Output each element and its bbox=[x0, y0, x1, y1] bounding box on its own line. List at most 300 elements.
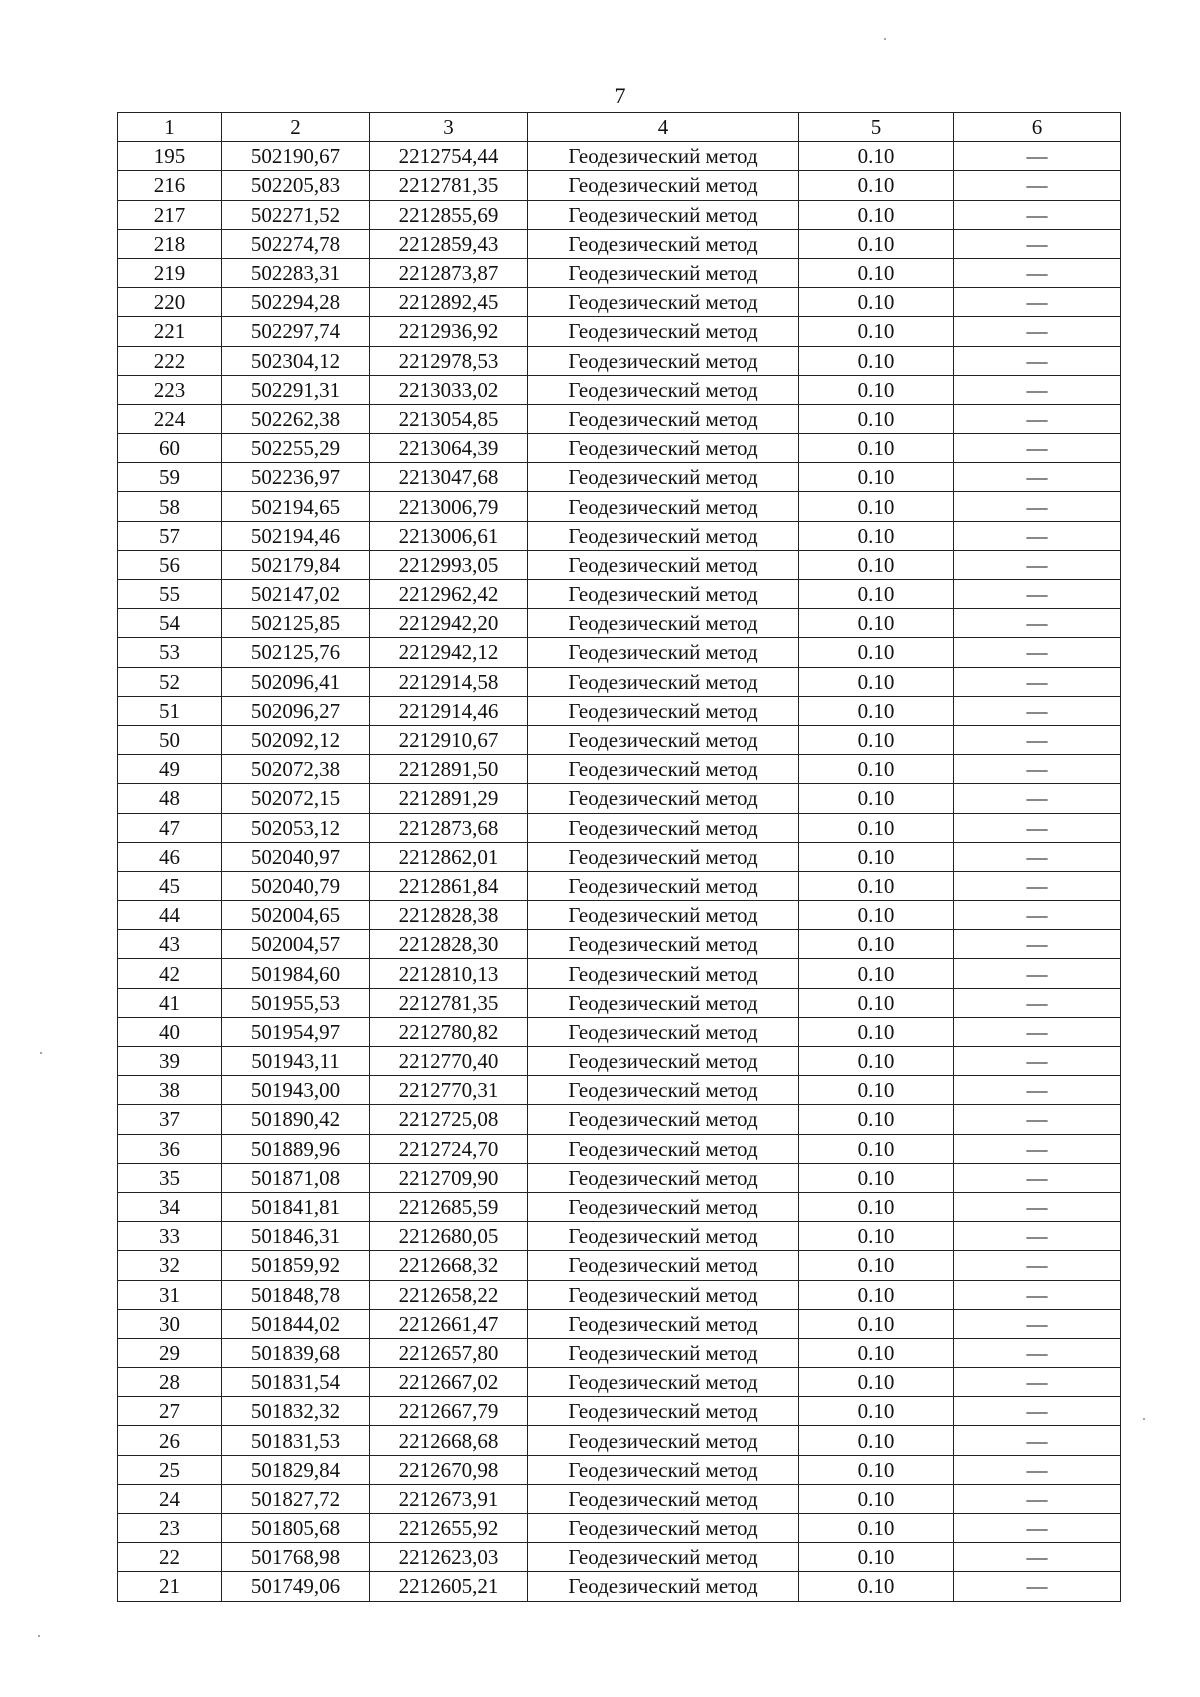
y-coordinate-cell: 2212725,08 bbox=[370, 1105, 528, 1134]
y-coordinate-cell: 2212605,21 bbox=[370, 1572, 528, 1601]
method-cell: Геодезический метод bbox=[528, 200, 799, 229]
y-coordinate-cell: 2212914,58 bbox=[370, 667, 528, 696]
x-coordinate-cell: 502040,97 bbox=[222, 842, 370, 871]
accuracy-cell: 0.10 bbox=[799, 463, 954, 492]
note-cell: — bbox=[954, 988, 1121, 1017]
accuracy-cell: 0.10 bbox=[799, 434, 954, 463]
point-number-cell: 54 bbox=[118, 609, 222, 638]
y-coordinate-cell: 2212942,20 bbox=[370, 609, 528, 638]
x-coordinate-cell: 502194,65 bbox=[222, 492, 370, 521]
table-row bbox=[118, 317, 1121, 346]
note-cell: — bbox=[954, 725, 1121, 754]
y-coordinate-cell: 2212861,84 bbox=[370, 871, 528, 900]
table-row bbox=[118, 1455, 1121, 1484]
table-row bbox=[118, 1222, 1121, 1251]
scan-speck bbox=[40, 1052, 42, 1054]
accuracy-cell: 0.10 bbox=[799, 638, 954, 667]
x-coordinate-cell: 502236,97 bbox=[222, 463, 370, 492]
table-row bbox=[118, 755, 1121, 784]
point-number-cell: 216 bbox=[118, 171, 222, 200]
method-cell: Геодезический метод bbox=[528, 1309, 799, 1338]
x-coordinate-cell: 502096,27 bbox=[222, 696, 370, 725]
note-cell: — bbox=[954, 667, 1121, 696]
x-coordinate-cell: 501955,53 bbox=[222, 988, 370, 1017]
y-coordinate-cell: 2212978,53 bbox=[370, 346, 528, 375]
accuracy-cell: 0.10 bbox=[799, 755, 954, 784]
x-coordinate-cell: 502205,83 bbox=[222, 171, 370, 200]
x-coordinate-cell: 502274,78 bbox=[222, 229, 370, 258]
column-header-4: 4 bbox=[528, 113, 799, 142]
point-number-cell: 37 bbox=[118, 1105, 222, 1134]
y-coordinate-cell: 2213047,68 bbox=[370, 463, 528, 492]
accuracy-cell: 0.10 bbox=[799, 667, 954, 696]
method-cell: Геодезический метод bbox=[528, 901, 799, 930]
table-row bbox=[118, 1338, 1121, 1367]
table-row bbox=[118, 609, 1121, 638]
y-coordinate-cell: 2213064,39 bbox=[370, 434, 528, 463]
y-coordinate-cell: 2212673,91 bbox=[370, 1484, 528, 1513]
accuracy-cell: 0.10 bbox=[799, 346, 954, 375]
note-cell: — bbox=[954, 1368, 1121, 1397]
x-coordinate-cell: 502004,57 bbox=[222, 930, 370, 959]
note-cell: — bbox=[954, 638, 1121, 667]
method-cell: Геодезический метод bbox=[528, 229, 799, 258]
point-number-cell: 29 bbox=[118, 1338, 222, 1367]
method-cell: Геодезический метод bbox=[528, 871, 799, 900]
table-row bbox=[118, 1309, 1121, 1338]
method-cell: Геодезический метод bbox=[528, 1163, 799, 1192]
y-coordinate-cell: 2212661,47 bbox=[370, 1309, 528, 1338]
x-coordinate-cell: 501831,54 bbox=[222, 1368, 370, 1397]
y-coordinate-cell: 2212891,50 bbox=[370, 755, 528, 784]
method-cell: Геодезический метод bbox=[528, 1222, 799, 1251]
coordinates-table bbox=[117, 112, 1121, 1602]
method-cell: Геодезический метод bbox=[528, 1514, 799, 1543]
point-number-cell: 23 bbox=[118, 1514, 222, 1543]
table-row bbox=[118, 842, 1121, 871]
y-coordinate-cell: 2212709,90 bbox=[370, 1163, 528, 1192]
method-cell: Геодезический метод bbox=[528, 1426, 799, 1455]
y-coordinate-cell: 2212780,82 bbox=[370, 1017, 528, 1046]
table-row bbox=[118, 1076, 1121, 1105]
note-cell: — bbox=[954, 1076, 1121, 1105]
method-cell: Геодезический метод bbox=[528, 580, 799, 609]
x-coordinate-cell: 502304,12 bbox=[222, 346, 370, 375]
y-coordinate-cell: 2212993,05 bbox=[370, 550, 528, 579]
accuracy-cell: 0.10 bbox=[799, 1251, 954, 1280]
note-cell: — bbox=[954, 521, 1121, 550]
x-coordinate-cell: 501841,81 bbox=[222, 1192, 370, 1221]
accuracy-cell: 0.10 bbox=[799, 1105, 954, 1134]
accuracy-cell: 0.10 bbox=[799, 784, 954, 813]
point-number-cell: 56 bbox=[118, 550, 222, 579]
table-row bbox=[118, 1514, 1121, 1543]
accuracy-cell: 0.10 bbox=[799, 171, 954, 200]
y-coordinate-cell: 2212781,35 bbox=[370, 988, 528, 1017]
column-header-3: 3 bbox=[370, 113, 528, 142]
y-coordinate-cell: 2212855,69 bbox=[370, 200, 528, 229]
accuracy-cell: 0.10 bbox=[799, 1017, 954, 1046]
table-row bbox=[118, 463, 1121, 492]
note-cell: — bbox=[954, 229, 1121, 258]
accuracy-cell: 0.10 bbox=[799, 959, 954, 988]
point-number-cell: 30 bbox=[118, 1309, 222, 1338]
method-cell: Геодезический метод bbox=[528, 1397, 799, 1426]
x-coordinate-cell: 501943,11 bbox=[222, 1047, 370, 1076]
x-coordinate-cell: 501890,42 bbox=[222, 1105, 370, 1134]
accuracy-cell: 0.10 bbox=[799, 580, 954, 609]
point-number-cell: 34 bbox=[118, 1192, 222, 1221]
x-coordinate-cell: 502190,67 bbox=[222, 142, 370, 171]
accuracy-cell: 0.10 bbox=[799, 813, 954, 842]
x-coordinate-cell: 502125,85 bbox=[222, 609, 370, 638]
method-cell: Геодезический метод bbox=[528, 725, 799, 754]
x-coordinate-cell: 501805,68 bbox=[222, 1514, 370, 1543]
x-coordinate-cell: 502040,79 bbox=[222, 871, 370, 900]
y-coordinate-cell: 2213006,61 bbox=[370, 521, 528, 550]
accuracy-cell: 0.10 bbox=[799, 1076, 954, 1105]
note-cell: — bbox=[954, 901, 1121, 930]
x-coordinate-cell: 502072,15 bbox=[222, 784, 370, 813]
x-coordinate-cell: 502297,74 bbox=[222, 317, 370, 346]
table-row bbox=[118, 725, 1121, 754]
method-cell: Геодезический метод bbox=[528, 521, 799, 550]
note-cell: — bbox=[954, 1222, 1121, 1251]
table-row bbox=[118, 404, 1121, 433]
table-row bbox=[118, 1572, 1121, 1601]
x-coordinate-cell: 502004,65 bbox=[222, 901, 370, 930]
y-coordinate-cell: 2212667,79 bbox=[370, 1397, 528, 1426]
method-cell: Геодезический метод bbox=[528, 434, 799, 463]
table-row bbox=[118, 288, 1121, 317]
accuracy-cell: 0.10 bbox=[799, 1514, 954, 1543]
method-cell: Геодезический метод bbox=[528, 1192, 799, 1221]
x-coordinate-cell: 502147,02 bbox=[222, 580, 370, 609]
table-body bbox=[118, 142, 1121, 1601]
note-cell: — bbox=[954, 1192, 1121, 1221]
accuracy-cell: 0.10 bbox=[799, 988, 954, 1017]
point-number-cell: 45 bbox=[118, 871, 222, 900]
point-number-cell: 28 bbox=[118, 1368, 222, 1397]
note-cell: — bbox=[954, 492, 1121, 521]
note-cell: — bbox=[954, 1105, 1121, 1134]
method-cell: Геодезический метод bbox=[528, 842, 799, 871]
method-cell: Геодезический метод bbox=[528, 1368, 799, 1397]
method-cell: Геодезический метод bbox=[528, 1455, 799, 1484]
point-number-cell: 24 bbox=[118, 1484, 222, 1513]
x-coordinate-cell: 501954,97 bbox=[222, 1017, 370, 1046]
point-number-cell: 219 bbox=[118, 258, 222, 287]
y-coordinate-cell: 2212770,31 bbox=[370, 1076, 528, 1105]
table-header bbox=[118, 113, 1121, 142]
method-cell: Геодезический метод bbox=[528, 1338, 799, 1367]
note-cell: — bbox=[954, 171, 1121, 200]
method-cell: Геодезический метод bbox=[528, 1572, 799, 1601]
accuracy-cell: 0.10 bbox=[799, 930, 954, 959]
table-row bbox=[118, 1192, 1121, 1221]
method-cell: Геодезический метод bbox=[528, 1484, 799, 1513]
point-number-cell: 49 bbox=[118, 755, 222, 784]
method-cell: Геодезический метод bbox=[528, 317, 799, 346]
point-number-cell: 41 bbox=[118, 988, 222, 1017]
column-header-5: 5 bbox=[799, 113, 954, 142]
note-cell: — bbox=[954, 317, 1121, 346]
y-coordinate-cell: 2212668,68 bbox=[370, 1426, 528, 1455]
x-coordinate-cell: 502283,31 bbox=[222, 258, 370, 287]
y-coordinate-cell: 2212942,12 bbox=[370, 638, 528, 667]
method-cell: Геодезический метод bbox=[528, 1251, 799, 1280]
point-number-cell: 39 bbox=[118, 1047, 222, 1076]
point-number-cell: 60 bbox=[118, 434, 222, 463]
y-coordinate-cell: 2213033,02 bbox=[370, 375, 528, 404]
accuracy-cell: 0.10 bbox=[799, 521, 954, 550]
x-coordinate-cell: 502096,41 bbox=[222, 667, 370, 696]
note-cell: — bbox=[954, 1280, 1121, 1309]
table-row bbox=[118, 550, 1121, 579]
table-row bbox=[118, 258, 1121, 287]
table-row bbox=[118, 988, 1121, 1017]
note-cell: — bbox=[954, 1338, 1121, 1367]
note-cell: — bbox=[954, 609, 1121, 638]
point-number-cell: 218 bbox=[118, 229, 222, 258]
accuracy-cell: 0.10 bbox=[799, 142, 954, 171]
y-coordinate-cell: 2212810,13 bbox=[370, 959, 528, 988]
x-coordinate-cell: 502262,38 bbox=[222, 404, 370, 433]
point-number-cell: 223 bbox=[118, 375, 222, 404]
accuracy-cell: 0.10 bbox=[799, 1163, 954, 1192]
accuracy-cell: 0.10 bbox=[799, 1426, 954, 1455]
table-row bbox=[118, 200, 1121, 229]
column-header-1: 1 bbox=[118, 113, 222, 142]
method-cell: Геодезический метод bbox=[528, 375, 799, 404]
scan-speck bbox=[38, 1635, 40, 1637]
point-number-cell: 46 bbox=[118, 842, 222, 871]
note-cell: — bbox=[954, 813, 1121, 842]
method-cell: Геодезический метод bbox=[528, 288, 799, 317]
y-coordinate-cell: 2212891,29 bbox=[370, 784, 528, 813]
y-coordinate-cell: 2212667,02 bbox=[370, 1368, 528, 1397]
scan-speck bbox=[1143, 1418, 1145, 1420]
table-row bbox=[118, 1368, 1121, 1397]
accuracy-cell: 0.10 bbox=[799, 1543, 954, 1572]
table-row bbox=[118, 871, 1121, 900]
point-number-cell: 25 bbox=[118, 1455, 222, 1484]
point-number-cell: 35 bbox=[118, 1163, 222, 1192]
point-number-cell: 224 bbox=[118, 404, 222, 433]
table-row bbox=[118, 1543, 1121, 1572]
table-row bbox=[118, 696, 1121, 725]
table-row bbox=[118, 1397, 1121, 1426]
point-number-cell: 21 bbox=[118, 1572, 222, 1601]
note-cell: — bbox=[954, 200, 1121, 229]
note-cell: — bbox=[954, 1426, 1121, 1455]
x-coordinate-cell: 501749,06 bbox=[222, 1572, 370, 1601]
method-cell: Геодезический метод bbox=[528, 1076, 799, 1105]
accuracy-cell: 0.10 bbox=[799, 1397, 954, 1426]
method-cell: Геодезический метод bbox=[528, 550, 799, 579]
x-coordinate-cell: 502072,38 bbox=[222, 755, 370, 784]
note-cell: — bbox=[954, 463, 1121, 492]
method-cell: Геодезический метод bbox=[528, 1280, 799, 1309]
method-cell: Геодезический метод bbox=[528, 959, 799, 988]
point-number-cell: 59 bbox=[118, 463, 222, 492]
note-cell: — bbox=[954, 1047, 1121, 1076]
note-cell: — bbox=[954, 1134, 1121, 1163]
y-coordinate-cell: 2213054,85 bbox=[370, 404, 528, 433]
table-row bbox=[118, 1047, 1121, 1076]
x-coordinate-cell: 501889,96 bbox=[222, 1134, 370, 1163]
point-number-cell: 220 bbox=[118, 288, 222, 317]
note-cell: — bbox=[954, 375, 1121, 404]
accuracy-cell: 0.10 bbox=[799, 258, 954, 287]
y-coordinate-cell: 2212658,22 bbox=[370, 1280, 528, 1309]
y-coordinate-cell: 2212754,44 bbox=[370, 142, 528, 171]
y-coordinate-cell: 2212668,32 bbox=[370, 1251, 528, 1280]
method-cell: Геодезический метод bbox=[528, 609, 799, 638]
y-coordinate-cell: 2212910,67 bbox=[370, 725, 528, 754]
column-header-2: 2 bbox=[222, 113, 370, 142]
note-cell: — bbox=[954, 1163, 1121, 1192]
method-cell: Геодезический метод bbox=[528, 492, 799, 521]
x-coordinate-cell: 502255,29 bbox=[222, 434, 370, 463]
table-row bbox=[118, 580, 1121, 609]
accuracy-cell: 0.10 bbox=[799, 1222, 954, 1251]
y-coordinate-cell: 2212670,98 bbox=[370, 1455, 528, 1484]
method-cell: Геодезический метод bbox=[528, 142, 799, 171]
note-cell: — bbox=[954, 258, 1121, 287]
accuracy-cell: 0.10 bbox=[799, 229, 954, 258]
note-cell: — bbox=[954, 346, 1121, 375]
y-coordinate-cell: 2212680,05 bbox=[370, 1222, 528, 1251]
point-number-cell: 43 bbox=[118, 930, 222, 959]
y-coordinate-cell: 2213006,79 bbox=[370, 492, 528, 521]
point-number-cell: 55 bbox=[118, 580, 222, 609]
accuracy-cell: 0.10 bbox=[799, 375, 954, 404]
accuracy-cell: 0.10 bbox=[799, 1572, 954, 1601]
note-cell: — bbox=[954, 1572, 1121, 1601]
point-number-cell: 58 bbox=[118, 492, 222, 521]
point-number-cell: 50 bbox=[118, 725, 222, 754]
y-coordinate-cell: 2212770,40 bbox=[370, 1047, 528, 1076]
point-number-cell: 51 bbox=[118, 696, 222, 725]
table-row bbox=[118, 434, 1121, 463]
table-row bbox=[118, 813, 1121, 842]
y-coordinate-cell: 2212724,70 bbox=[370, 1134, 528, 1163]
note-cell: — bbox=[954, 1017, 1121, 1046]
method-cell: Геодезический метод bbox=[528, 930, 799, 959]
x-coordinate-cell: 501943,00 bbox=[222, 1076, 370, 1105]
y-coordinate-cell: 2212623,03 bbox=[370, 1543, 528, 1572]
y-coordinate-cell: 2212873,68 bbox=[370, 813, 528, 842]
point-number-cell: 42 bbox=[118, 959, 222, 988]
y-coordinate-cell: 2212873,87 bbox=[370, 258, 528, 287]
accuracy-cell: 0.10 bbox=[799, 1192, 954, 1221]
x-coordinate-cell: 501844,02 bbox=[222, 1309, 370, 1338]
x-coordinate-cell: 501871,08 bbox=[222, 1163, 370, 1192]
accuracy-cell: 0.10 bbox=[799, 1134, 954, 1163]
method-cell: Геодезический метод bbox=[528, 346, 799, 375]
table-row bbox=[118, 901, 1121, 930]
x-coordinate-cell: 502179,84 bbox=[222, 550, 370, 579]
x-coordinate-cell: 502271,52 bbox=[222, 200, 370, 229]
point-number-cell: 53 bbox=[118, 638, 222, 667]
table-row bbox=[118, 346, 1121, 375]
table-row bbox=[118, 375, 1121, 404]
x-coordinate-cell: 501768,98 bbox=[222, 1543, 370, 1572]
method-cell: Геодезический метод bbox=[528, 784, 799, 813]
method-cell: Геодезический метод bbox=[528, 667, 799, 696]
accuracy-cell: 0.10 bbox=[799, 1368, 954, 1397]
x-coordinate-cell: 501859,92 bbox=[222, 1251, 370, 1280]
method-cell: Геодезический метод bbox=[528, 463, 799, 492]
point-number-cell: 57 bbox=[118, 521, 222, 550]
y-coordinate-cell: 2212828,38 bbox=[370, 901, 528, 930]
table-row bbox=[118, 1017, 1121, 1046]
accuracy-cell: 0.10 bbox=[799, 1338, 954, 1367]
table-row bbox=[118, 667, 1121, 696]
table-row bbox=[118, 959, 1121, 988]
accuracy-cell: 0.10 bbox=[799, 317, 954, 346]
method-cell: Геодезический метод bbox=[528, 1134, 799, 1163]
accuracy-cell: 0.10 bbox=[799, 288, 954, 317]
point-number-cell: 26 bbox=[118, 1426, 222, 1455]
note-cell: — bbox=[954, 1397, 1121, 1426]
accuracy-cell: 0.10 bbox=[799, 550, 954, 579]
x-coordinate-cell: 502194,46 bbox=[222, 521, 370, 550]
accuracy-cell: 0.10 bbox=[799, 1309, 954, 1338]
point-number-cell: 222 bbox=[118, 346, 222, 375]
accuracy-cell: 0.10 bbox=[799, 1280, 954, 1309]
accuracy-cell: 0.10 bbox=[799, 725, 954, 754]
table-row bbox=[118, 784, 1121, 813]
x-coordinate-cell: 502294,28 bbox=[222, 288, 370, 317]
x-coordinate-cell: 501839,68 bbox=[222, 1338, 370, 1367]
method-cell: Геодезический метод bbox=[528, 258, 799, 287]
y-coordinate-cell: 2212828,30 bbox=[370, 930, 528, 959]
table-row bbox=[118, 930, 1121, 959]
point-number-cell: 32 bbox=[118, 1251, 222, 1280]
scan-speck bbox=[884, 38, 886, 40]
y-coordinate-cell: 2212862,01 bbox=[370, 842, 528, 871]
point-number-cell: 22 bbox=[118, 1543, 222, 1572]
x-coordinate-cell: 501848,78 bbox=[222, 1280, 370, 1309]
point-number-cell: 31 bbox=[118, 1280, 222, 1309]
method-cell: Геодезический метод bbox=[528, 638, 799, 667]
note-cell: — bbox=[954, 930, 1121, 959]
y-coordinate-cell: 2212914,46 bbox=[370, 696, 528, 725]
x-coordinate-cell: 501846,31 bbox=[222, 1222, 370, 1251]
method-cell: Геодезический метод bbox=[528, 813, 799, 842]
table-row bbox=[118, 1280, 1121, 1309]
accuracy-cell: 0.10 bbox=[799, 1455, 954, 1484]
header-row bbox=[118, 113, 1121, 142]
note-cell: — bbox=[954, 550, 1121, 579]
x-coordinate-cell: 501829,84 bbox=[222, 1455, 370, 1484]
table-row bbox=[118, 1134, 1121, 1163]
y-coordinate-cell: 2212859,43 bbox=[370, 229, 528, 258]
accuracy-cell: 0.10 bbox=[799, 842, 954, 871]
point-number-cell: 217 bbox=[118, 200, 222, 229]
method-cell: Геодезический метод bbox=[528, 696, 799, 725]
y-coordinate-cell: 2212962,42 bbox=[370, 580, 528, 609]
point-number-cell: 36 bbox=[118, 1134, 222, 1163]
x-coordinate-cell: 502291,31 bbox=[222, 375, 370, 404]
note-cell: — bbox=[954, 755, 1121, 784]
accuracy-cell: 0.10 bbox=[799, 696, 954, 725]
method-cell: Геодезический метод bbox=[528, 988, 799, 1017]
accuracy-cell: 0.10 bbox=[799, 1047, 954, 1076]
table-row bbox=[118, 1163, 1121, 1192]
